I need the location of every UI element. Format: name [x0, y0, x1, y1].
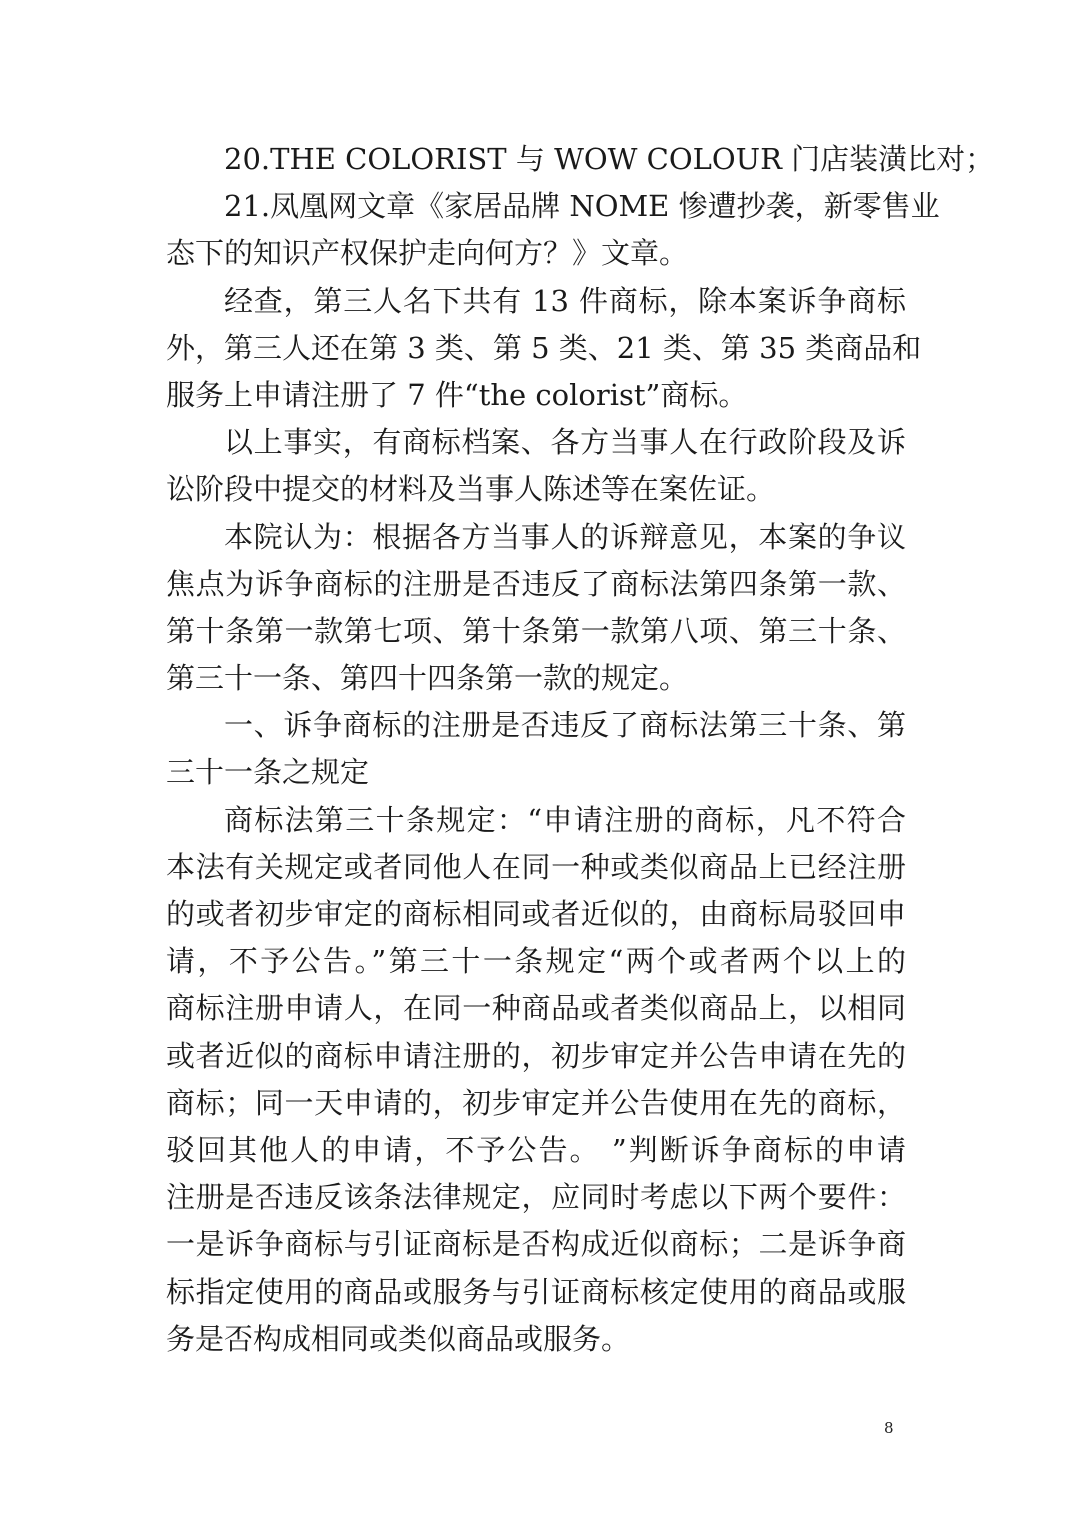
paragraph-line: 服务上申请注册了 7 件“the colorist”商标。 — [166, 377, 748, 412]
paragraph-line: 本法有关规定或者同他人在同一种或类似商品上已经注册 — [166, 849, 906, 884]
paragraph-line: 一是诉争商标与引证商标是否构成近似商标；二是诉争商 — [166, 1227, 906, 1262]
paragraph-line: 的或者初步审定的商标相同或者近似的，由商标局驳回申 — [166, 897, 906, 931]
paragraph-line: 态下的知识产权保护走向何方？》文章。 — [166, 236, 689, 271]
page-number: 8 — [884, 1419, 894, 1437]
paragraph-line: 经查，第三人名下共有 13 件商标，除本案诉争商标 — [224, 283, 906, 318]
paragraph-line: 商标；同一天申请的，初步审定并公告使用在先的商标， — [166, 1085, 906, 1120]
section-heading-line: 一、诉争商标的注册是否违反了商标法第三十条、第 — [224, 708, 906, 743]
paragraph-line: 驳回其他人的申请，不予公告。 ”判断诉争商标的申请 — [166, 1132, 906, 1167]
paragraph-line: 请，不予公告。”第三十一条规定“两个或者两个以上的 — [166, 944, 906, 979]
paragraph-line: 第三十一条、第四十四条第一款的规定。 — [166, 661, 689, 696]
paragraph-line: 标指定使用的商品或服务与引证商标核定使用的商品或服 — [166, 1274, 906, 1309]
paragraph-line: 商标注册申请人，在同一种商品或者类似商品上，以相同 — [166, 991, 906, 1026]
paragraph-line: 以上事实，有商标档案、各方当事人在行政阶段及诉 — [224, 425, 906, 460]
paragraph-line: 本院认为：根据各方当事人的诉辩意见，本案的争议 — [224, 519, 906, 554]
paragraph-line: 务是否构成相同或类似商品或服务。 — [166, 1321, 631, 1356]
paragraph-line: 20.THE COLORIST 与 WOW COLOUR 门店装潢比对； — [224, 142, 995, 176]
paragraph-line: 注册是否违反该条法律规定，应同时考虑以下两个要件： — [166, 1180, 906, 1215]
document-body — [166, 136, 995, 1363]
paragraph-line: 或者近似的商标申请注册的，初步审定并公告申请在先的 — [166, 1038, 906, 1073]
paragraph-line: 第十条第一款第七项、第十条第一款第八项、第三十条、 — [166, 613, 906, 648]
paragraph-line: 讼阶段中提交的材料及当事人陈述等在案佐证。 — [166, 472, 776, 507]
paragraph-line: 外，第三人还在第 3 类、第 5 类、21 类、第 35 类商品和 — [166, 330, 922, 365]
paragraph-line: 21.凤凰网文章《家居品牌 NOME 惨遭抄袭，新零售业 — [224, 189, 940, 224]
paragraph-line: 商标法第三十条规定：“申请注册的商标，凡不符合 — [224, 802, 906, 837]
paragraph-line: 焦点为诉争商标的注册是否违反了商标法第四条第一款、 — [166, 566, 906, 601]
section-heading-line: 三十一条之规定 — [166, 755, 370, 790]
